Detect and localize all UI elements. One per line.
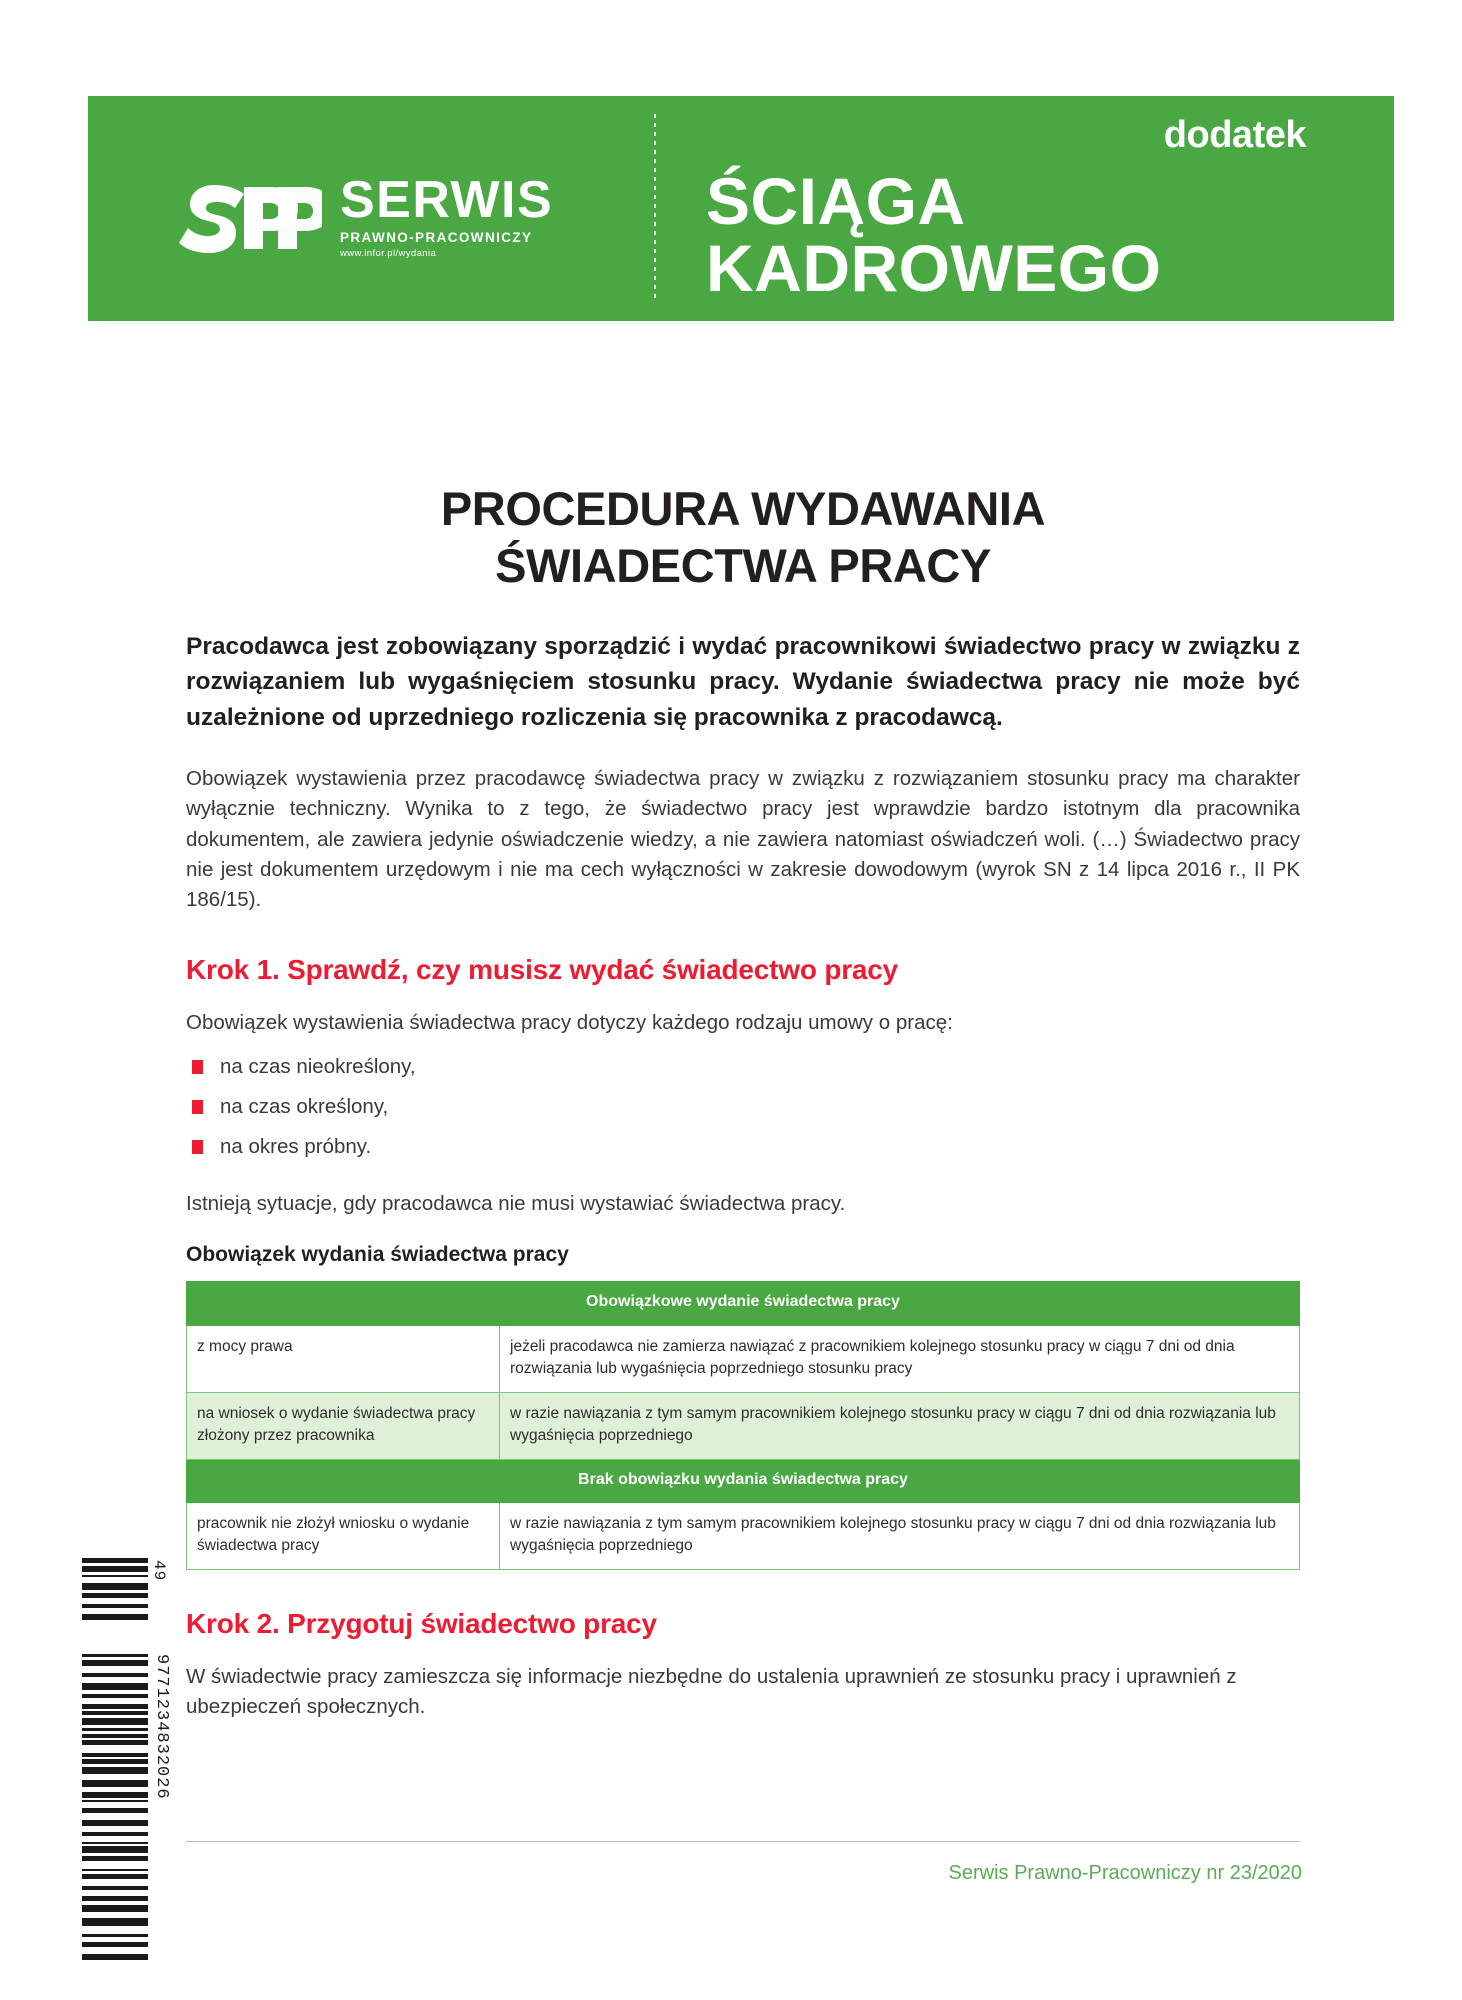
table-cell-description: jeżeli pracodawca nie zamierza nawiązać z pracownikiem kolejnego stosunku pracy w ciągu 7 dni od dnia rozwiązania lub wygaśnięcia poprzedniego stosunku pracy (500, 1325, 1300, 1392)
page-title-line2: ŚWIADECTWA PRACY (495, 539, 991, 593)
header-brand-panel (88, 96, 654, 321)
table-section-header-mandatory: Obowiązkowe wydanie świadectwa pracy (187, 1281, 1300, 1325)
barcode-bar (82, 1711, 148, 1715)
barcode-bar (82, 1660, 148, 1666)
barcode-bar (82, 1800, 148, 1802)
barcode-bar (82, 1673, 148, 1677)
step-2-heading: Krok 2. Przygotuj świadectwo pracy (186, 1608, 657, 1640)
step-1-note: Istnieją sytuacje, gdy pracodawca nie musi wystawiać świadectwa pracy. (186, 1192, 846, 1216)
brand-url: www.infor.pl/wydania (340, 247, 437, 259)
square-bullet-icon (192, 1060, 203, 1074)
step-2-paragraph: W świadectwie pracy zamieszcza się informacje niezbędne do ustalenia uprawnień ze stosunku pracy i uprawnień z ubezpieczeń społecznych. (186, 1665, 1237, 1719)
publication-title-line2: KADROWEGO (706, 231, 1162, 306)
obligation-table (186, 1281, 1300, 1570)
brand-subtitle: PRAWNO-PRACOWNICZY (340, 229, 533, 245)
barcode-bar (82, 1942, 148, 1947)
barcode-bar (82, 1832, 148, 1836)
table-cell-description: w razie nawiązania z tym samym pracownikiem kolejnego stosunku pracy w ciągu 7 dni od dnia rozwiązania lub wygaśnięcia poprzedniego (500, 1392, 1300, 1459)
header-banner (88, 96, 1394, 321)
step-1-intro: Obowiązek wystawienia świadectwa pracy dotyczy każdego rodzaju umowy o pracę: (186, 1010, 953, 1034)
barcode-ean-number: 9771234832026 (152, 1654, 171, 1800)
table-section-header-exempt: Brak obowiązku wydania świadectwa pracy (187, 1459, 1300, 1503)
barcode-bar (82, 1856, 148, 1861)
barcode-bar (82, 1593, 148, 1598)
barcode-bar (82, 1896, 148, 1901)
barcode-bar (82, 1874, 148, 1879)
list-item (186, 1047, 1300, 1087)
barcode-bar (82, 1934, 148, 1937)
publication-title (706, 164, 1162, 306)
barcode-bar (82, 1869, 148, 1871)
spp-logo-icon (170, 175, 322, 261)
footer-divider (186, 1841, 1300, 1842)
table-cell-label: na wniosek o wydanie świadectwa pracy złożony przez pracownika (187, 1392, 500, 1459)
publication-title-line1: ŚCIĄGA (706, 164, 966, 238)
barcode-bar (82, 1767, 148, 1774)
supplement-badge: dodatek (1163, 114, 1306, 156)
barcode-bar (82, 1846, 148, 1853)
barcode-bar (82, 1780, 148, 1787)
brand-text (340, 171, 554, 260)
barcode-bar (82, 1614, 148, 1620)
barcode-bar (82, 1683, 148, 1690)
list-item-label: na okres próbny. (220, 1135, 372, 1159)
list-item-label: na czas określony, (220, 1095, 389, 1119)
table-row (187, 1325, 1300, 1392)
table-row (187, 1503, 1300, 1570)
square-bullet-icon (192, 1140, 203, 1154)
list-item (186, 1127, 1300, 1167)
barcode-bar (82, 1583, 148, 1590)
barcode-bar (82, 1566, 148, 1572)
barcode-bar (82, 1734, 148, 1738)
barcode-bar (82, 1575, 148, 1577)
barcode (82, 1558, 202, 1948)
barcode-bar (82, 1808, 148, 1813)
barcode-issue-number: 49 (150, 1560, 168, 1582)
brand-name: SERWIS (340, 171, 554, 230)
table-section-header-row (187, 1281, 1300, 1325)
barcode-bar (82, 1842, 148, 1844)
barcode-bar (82, 1704, 148, 1709)
barcode-bar (82, 1753, 148, 1757)
footer-issue-label: Serwis Prawno-Pracowniczy nr 23/2020 (948, 1862, 1302, 1884)
barcode-bar (82, 1604, 148, 1608)
lead-paragraph: Pracodawca jest zobowiązany sporządzić i wydać pracownikowi świadectwo pracy w związku z rozwiązaniem lub wygaśnięciem stosunku pracy. Wydanie świadectwa pracy nie może być uzależnione od uprzedniego rozliczenia się pracownika z pracodawcą. (186, 632, 1300, 732)
page-title-line1: PROCEDURA WYDAWANIA (440, 482, 1046, 535)
table-section-header-row (187, 1459, 1300, 1503)
barcode-bar (82, 1886, 148, 1890)
barcode-bar (82, 1792, 148, 1798)
contract-types-list (186, 1047, 1300, 1167)
barcode-bar (82, 1820, 148, 1826)
barcode-bar (82, 1718, 148, 1725)
table-cell-label: pracownik nie złożył wniosku o wydanie świadectwa pracy (187, 1503, 500, 1570)
barcode-bar (82, 1728, 148, 1731)
brand-logo[interactable] (88, 171, 554, 261)
list-item (186, 1087, 1300, 1127)
barcode-bar (82, 1694, 148, 1698)
table-cell-description: w razie nawiązania z tym samym pracownikiem kolejnego stosunku pracy w ciągu 7 dni od dnia rozwiązania lub wygaśnięcia poprzedniego (500, 1503, 1300, 1570)
table-caption: Obowiązek wydania świadectwa pracy (186, 1242, 569, 1266)
table-cell-label: z mocy prawa (187, 1325, 500, 1392)
square-bullet-icon (192, 1100, 203, 1114)
page-title (186, 480, 1300, 595)
barcode-bar (82, 1759, 148, 1764)
barcode-bar (82, 1905, 148, 1912)
list-item-label: na czas nieokreślony, (220, 1055, 416, 1079)
document-body (186, 480, 1300, 1722)
intro-paragraph: Obowiązek wystawienia przez pracodawcę świadectwa pracy w związku z rozwiązaniem stosunku pracy ma charakter wyłącznie techniczny. Wynika to z tego, że świadectwo pracy jest wprawdzie bardzo istotnym dla pracownika dokumentem, ale zawiera jedynie oświadczenie wiedzy, a nie zawiera natomiast oświadczeń woli. (…) Świadectwo pracy nie jest dokumentem urzędowym i nie ma cech wyłączności w zakresie dowodowym (wyrok SN z 14 lipca 2016 r., II PK 186/15). (186, 766, 1300, 912)
table-row (187, 1392, 1300, 1459)
header-title-panel (656, 96, 1394, 321)
barcode-bar (82, 1558, 148, 1563)
step-1-heading: Krok 1. Sprawdź, czy musisz wydać świadectwo pracy (186, 953, 899, 985)
barcode-bar (82, 1954, 148, 1960)
barcode-bar (82, 1654, 148, 1657)
barcode-bar (82, 1918, 148, 1926)
barcode-bar (82, 1740, 148, 1745)
